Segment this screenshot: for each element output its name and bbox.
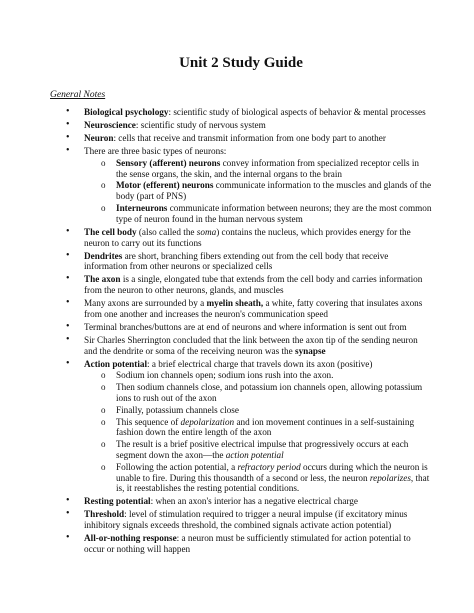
sub-list bbox=[50, 158, 432, 225]
bold-term: Action potential bbox=[84, 358, 148, 369]
bullet-item bbox=[50, 298, 432, 320]
sub-bullet-item bbox=[84, 370, 432, 381]
notes-list bbox=[50, 107, 432, 555]
text-run: and ion movement continues in a self-sustaining fashion down the entire length of the axon bbox=[116, 416, 415, 438]
sub-bullet-item bbox=[84, 203, 432, 225]
text-run: Many axons are surrounded by a bbox=[84, 298, 207, 309]
text-run: Finally, potassium channels close bbox=[116, 404, 239, 415]
text-run: is a single, elongated tube that extends from the cell body and carries information from the neuron to other neurons, glands, and muscles bbox=[84, 274, 423, 296]
bullet-item bbox=[50, 227, 432, 249]
text-run: : scientific study of nervous system bbox=[135, 119, 266, 130]
text-run: a white, fatty covering that insulates axons from one another and increases the neuron's communication speed bbox=[84, 298, 423, 319]
italic-term: soma bbox=[196, 226, 217, 237]
text-run: : cells that receive and transmit information from one body part to another bbox=[113, 132, 386, 143]
bold-term: myelin sheath, bbox=[206, 298, 264, 309]
text-run: : a brief electrical charge that travels down its axon (positive) bbox=[147, 358, 373, 369]
section-heading: General Notes bbox=[50, 90, 106, 100]
text-run: , that is, it reestablishes the resting potential conditions. bbox=[116, 472, 430, 494]
italic-term: repolarizes bbox=[369, 472, 411, 483]
text-run: : when an axon's interior has a negative electrical charge bbox=[150, 496, 358, 507]
sub-bullet-item bbox=[84, 382, 432, 404]
text-run: Sodium ion channels open; sodium ions rush into the axon. bbox=[116, 370, 334, 381]
bold-term: The axon bbox=[84, 274, 121, 285]
sub-bullet-item bbox=[84, 462, 432, 494]
bold-term: Dendrites bbox=[84, 250, 123, 261]
bold-term: Interneurons bbox=[116, 202, 168, 213]
text-run: are short, branching fibers extending out from the cell body that receive information from other neurons or specialized cells bbox=[84, 250, 389, 272]
sub-list bbox=[50, 370, 432, 494]
bullet-item bbox=[50, 251, 432, 273]
bullet-item bbox=[50, 133, 432, 144]
text-run: Then sodium channels close, and potassium ion channels open, allowing potassium ions to rush out of the axon bbox=[116, 382, 423, 403]
sub-bullet-item bbox=[84, 158, 432, 180]
sub-bullet-item bbox=[84, 417, 432, 439]
bold-term: Neuroscience bbox=[84, 119, 136, 130]
bold-term: Biological psychology bbox=[84, 107, 169, 117]
bold-term: Neuron bbox=[84, 132, 114, 143]
text-run: : a neuron must be sufficiently stimulated for action potential to occur or nothing will happen bbox=[84, 533, 411, 554]
text-run: convey information from specialized receptor cells in the sense organs, the skin, and the internal organs to the brain bbox=[116, 157, 420, 179]
text-run: Terminal branches/buttons are at end of neurons and where information is sent out from bbox=[84, 321, 407, 332]
text-run: : scientific study of biological aspects of behavior & mental processes bbox=[168, 107, 426, 117]
bullet-item bbox=[50, 496, 432, 507]
bullet-item bbox=[50, 359, 432, 495]
bold-term: The cell body bbox=[84, 226, 137, 237]
sub-bullet-item bbox=[84, 405, 432, 416]
text-run: Sir Charles Sherrington concluded that the link between the axon tip of the sending neuron and the dendrite or soma of the receiving neuron was the bbox=[84, 334, 418, 356]
text-run: There are three basic types of neurons: bbox=[84, 145, 227, 156]
bullet-item bbox=[50, 146, 432, 225]
text-run: : level of stimulation required to trigger a neural impulse (if excitatory minus inhibitory signals exceeds threshold, the combined signals activate action potential) bbox=[84, 509, 408, 531]
bold-term: Resting potential bbox=[84, 496, 151, 507]
bold-term: Sensory (afferent) neurons bbox=[116, 157, 221, 168]
bullet-item bbox=[50, 533, 432, 555]
page-title: Unit 2 Study Guide bbox=[179, 55, 303, 71]
bold-term: synapse bbox=[295, 345, 326, 356]
bullet-item bbox=[50, 509, 432, 531]
text-run: This sequence of bbox=[116, 416, 181, 427]
text-run: (also called the bbox=[136, 226, 197, 237]
sub-bullet-item bbox=[84, 180, 432, 202]
text-run: ) contains the nucleus, which provides energy for the neuron to carry out its functions bbox=[84, 226, 411, 248]
bullet-item bbox=[50, 335, 432, 357]
text-run: communicate information between neurons; they are the most common type of neuron found in the human nervous system bbox=[116, 202, 432, 224]
text-run: occurs during which the neuron is unable to fire. During this thousandth of a second or less, the neuron bbox=[116, 461, 428, 483]
italic-term: depolarization bbox=[180, 416, 235, 427]
italic-term: refractory period bbox=[237, 461, 301, 472]
bullet-item bbox=[50, 107, 432, 118]
bold-term: Threshold bbox=[84, 509, 125, 520]
bullet-item bbox=[50, 120, 432, 131]
bullet-item bbox=[50, 322, 432, 333]
italic-term: action potential bbox=[225, 449, 284, 460]
text-run: The result is a brief positive electrical impulse that progressively occurs at each segment down the axon—the bbox=[116, 439, 409, 460]
text-run: Following the action potential, a bbox=[116, 461, 238, 472]
bold-term: Motor (efferent) neurons bbox=[116, 180, 214, 191]
bullet-item bbox=[50, 274, 432, 296]
bold-term: All-or-nothing response bbox=[84, 533, 177, 544]
text-run: communicate information to the muscles and glands of the body (part of PNS) bbox=[116, 180, 432, 202]
sub-bullet-item bbox=[84, 439, 432, 461]
